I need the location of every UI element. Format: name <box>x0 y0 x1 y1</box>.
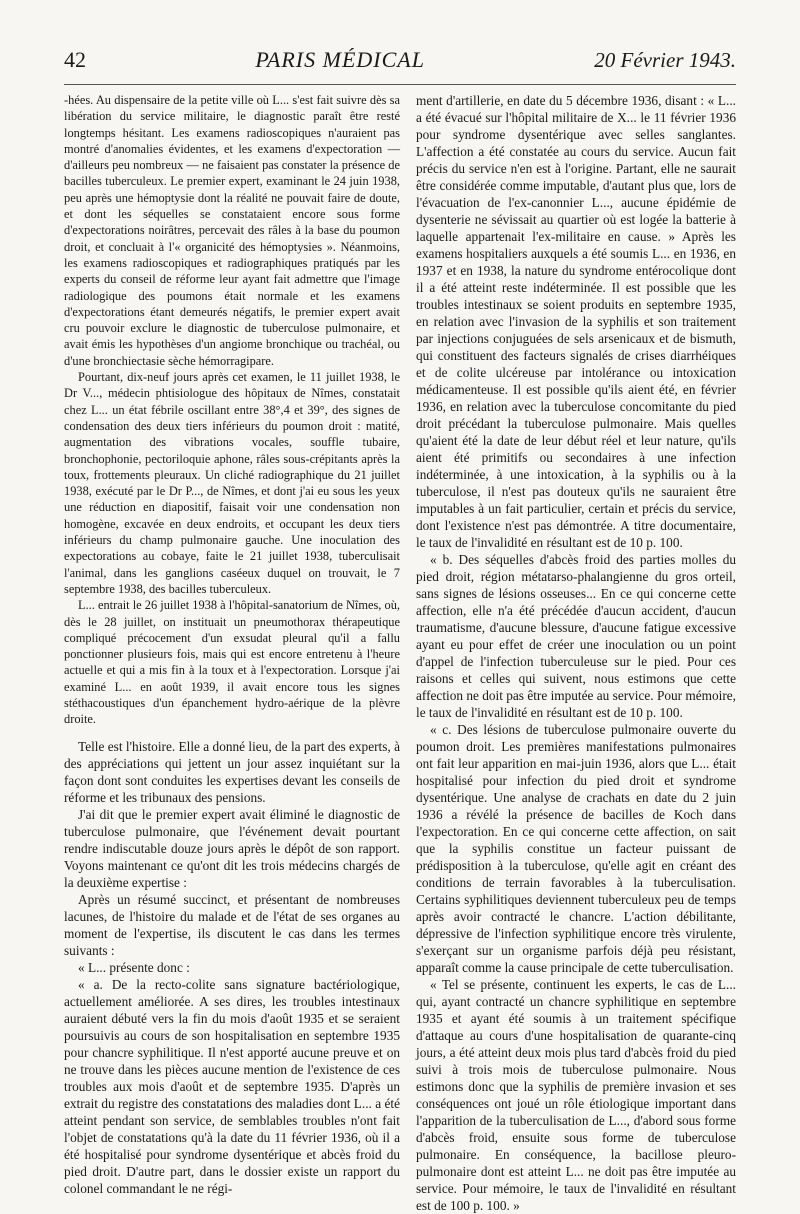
issue-date: 20 Février 1943. <box>594 47 736 72</box>
journal-title: PARIS MÉDICAL <box>255 47 425 72</box>
right-column <box>416 92 736 1213</box>
paragraph: ment d'artillerie, en date du 5 décembre 1936, disant : « L... a été évacué sur l'hôpital militaire de X... le 11 février 1936 pour syndrome dysentérique avec selles sanglantes. L'affection a été constatée au cours du service. Aucun fait précis du service n'en est à l'origine. Partant, elle ne saurait être considérée comme imputable, d'autant plus que, lors de l'évacuation de l'ex-canonnier L..., aucune épidémie de dysenterie ne sévissait au quartier où est logée la batterie à laquelle appartenait l'ex-militaire en cause. » Après les examens hospitaliers auxquels a été soumis L... en 1936, en 1937 et en 1938, la nature du syndrome entérocolique dont il a été atteint reste indéterminée. Il est possible que les troubles intestinaux se soient produits en septembre 1935, en relation avec l'invasion de la syphilis et son traitement par injections conjuguées de sels arsenicaux et de bismuth, qui constituent des facteurs signalés de crises diarrhéiques et de colite ulcéreuse par intolérance ou intoxication médicamenteuse. Il est possible qu'ils aient été, en février 1936, en relation avec la tuberculose concomitante du pied droit précédant la tuberculose pulmonaire. Mais quelles qu'aient été la date de leur début réel et leur nature, qu'ils aient été primitifs ou secondaires à une infection indéterminée, à une intoxication, à la syphilis ou à la tuberculose, il n'est pas douteux qu'ils ne sauraient être imputables à un fait particulier, certain et précis du service, dont l'existence n'est pas démontrée. A titre documentaire, le taux de l'invalidité en résultant est de 10 p. 100. <box>416 93 736 550</box>
paragraph: -hées. Au dispensaire de la petite ville où L... s'est fait suivre dès sa libération du service militaire, le diagnostic paraît être resté longtemps hésitant. Les examens radioscopiques n'auraient pas montré d'anomalies évidentes, et les examens d'expectoration — d'ailleurs peu nombreux — ne faisaient pas constater la présence de bacilles tuberculeux. Le premier expert, examinant le 24 juin 1938, peu après une hémoptysie dont la réalité ne pouvait faire de doute, et dont les séquelles se constataient encore sous forme d'expectorations noirâtres, percevait des râles à la base du poumon droit, et concluait à l'« organicité des hémoptysies ». Néanmoins, les examens radioscopiques et radiographiques pratiqués par les experts du conseil de réforme leur ayant fait admettre que l'image radiologique des poumons était normale et les examens d'expectorations étant demeurés négatifs, le premier expert avait cru pouvoir exclure le diagnostic de tuberculose pulmonaire, et avait émis les hypothèses d'un angiome bronchique ou trachéal, ou d'une bronchiectasie sèche hémorragipare. <box>64 93 400 368</box>
header-rule <box>64 84 736 85</box>
discussion-section <box>64 738 400 1197</box>
paragraph: Telle est l'histoire. Elle a donné lieu, de la part des experts, à des appréciations qui jettent un jour assez inquiétant sur la façon dont sont conduites les expertises devant les conseils de réforme et les tribunaux des pensions. <box>64 738 400 805</box>
page-number: 42 <box>64 47 86 72</box>
paragraph: J'ai dit que le premier expert avait éliminé le diagnostic de tuberculose pulmonaire, que l'événement devait pourtant rendre indiscutable douze jours après le dépôt de son rapport. Voyons maintenant ce qu'ont dit les trois médecins chargés de la deuxième expertise : <box>64 806 400 890</box>
left-column <box>64 92 400 1196</box>
paragraph: « L... présente donc : <box>78 959 190 975</box>
paragraph: Pourtant, dix-neuf jours après cet examen, le 11 juillet 1938, le Dr V..., médecin phtisiologue des hôpitaux de Nîmes, constatait chez L... un état fébrile oscillant entre 38°,4 et 39°, des signes de condensation des deux tiers inférieurs du poumon droit : matité, augmentation des vibrations vocales, souffle tubaire, bronchophonie, pectoriloquie aphone, râles sous-crépitants après la toux, frottements pleuraux. Un cliché radiographique du 21 juillet 1938, exécuté par le Dr P..., de Nîmes, et dont j'ai eu sous les yeux une réduction en diapositif, faisait voir une condensation non homogène, excavée en deux endroits, et occupant les deux tiers inférieurs du champ pulmonaire gauche. Une inoculation des expectorations au cobaye, faite le 21 juillet 1938, tuberculisait l'animal, dans les ganglions caséeux duquel on trouvait, le 7 septembre 1938, des bacilles tuberculeux. <box>64 370 400 596</box>
expert-report-section <box>416 92 736 1214</box>
paragraph: « c. Des lésions de tuberculose pulmonaire ouverte du poumon droit. Les premières manifestations pulmonaires ont fait leur apparition en mai-juin 1936, alors que L... était hospitalisé pour infection du pied droit et syndrome dysentérique. Une analyse de crachats en date du 2 juin 1936 a révélé la présence de bacilles de Koch dans l'expectoration. En ce qui concerne cette affection, on sait que la syphilis constitue un facteur puissant de prédisposition à la tuberculose, qu'elle agit en créant des conditions de terrain favorables à la tuberculisation. Certains syphilitiques deviennent tuberculeux peu de temps après avoir contracté le chancre. L'action débilitante, dépressive de l'infection syphilitique encore très virulente, s'exerçant sur un organisme parfois déjà peu résistant, apparaît comme la cause principale de cette tuberculisation. <box>416 722 736 975</box>
running-header <box>64 40 736 80</box>
paragraph: « Tel se présente, continuent les experts, le cas de L... qui, ayant contracté un chancre syphilitique en septembre 1935 et ayant été soumis à un traitement spécifique d'attaque au cours d'une hospitalisation de quarante-cinq jours, a été atteint deux mois plus tard d'abcès froid du pied suivi à trois mois de tuberculose pulmonaire. Nous estimons donc que la syphilis de première invasion et ses conséquences ont joué un rôle étiologique important dans l'apparition de la tuberculisation de L..., d'abord sous forme d'abcès froid, ensuite sous forme de tuberculose pulmonaire. En conséquence, la bacillose pleuro-pulmonaire dont est atteint L... ne doit pas être imputée au service. Pour mémoire, le taux de l'invalidité en résultant est de 100 p. 100. » <box>416 977 736 1213</box>
paragraph: L... entrait le 26 juillet 1938 à l'hôpital-sanatorium de Nîmes, où, dès le 28 juillet, on instituait un pneumothorax thérapeutique compliqué précocement d'un exsudat pleural qu'il a fallu ponctionner plusieurs fois, mais qui est encore entretenu à l'heure actuelle et qui a mis fin à la toux et à l'expectoration. Lorsque j'ai examiné L... en août 1939, il avait encore tous les signes stéthacoustiques d'un épanchement hydro-aérique de la plèvre droite. <box>64 598 400 727</box>
paragraph: « b. Des séquelles d'abcès froid des parties molles du pied droit, région métatarso-phalangienne du gros orteil, sans signes de lésions osseuses... En ce qui concerne cette affection, elle n'a été précédée d'aucun accident, d'aucun traumatisme, d'aucune blessure, d'aucune fatigue excessive ayant eu pour effet de créer une inoculation ou un point d'appel de l'infection tuberculeuse sur le pied. Pour ces raisons et celles qui suivent, nous estimons que cette affection ne doit pas être imputée au service. Pour mémoire, le taux de l'invalidité en résultant est de 10 p. 100. <box>416 552 736 720</box>
paragraph: Après un résumé succinct, et présentant de nombreuses lacunes, de l'histoire du malade et de l'état de ses organes au moment de l'expertise, ils discutent le cas dans les termes suivants : <box>64 891 400 958</box>
paragraph: « a. De la recto-colite sans signature bactériologique, actuellement améliorée. A ses dires, les troubles intestinaux auraient débuté vers la fin du mois d'août 1935 et se seraient poursuivis au cours de son hospitalisation en septembre 1935 pour chancre syphilitique. Il n'est apporté aucune preuve et on ne trouve dans les pièces aucune mention de l'existence de ces troubles aux mois d'août et de septembre 1935. D'après un extrait du registre des constatations des maladies dont L... a été atteint pendant son service, de semblables troubles n'ont fait l'objet de constatations qu'à la date du 11 février 1936, où il a été hospitalisé pour syndrome dysentérique et abcès froid du pied droit. D'autre part, dans le dossier existe un rapport du colonel commandant le ne régi- <box>64 976 400 1196</box>
